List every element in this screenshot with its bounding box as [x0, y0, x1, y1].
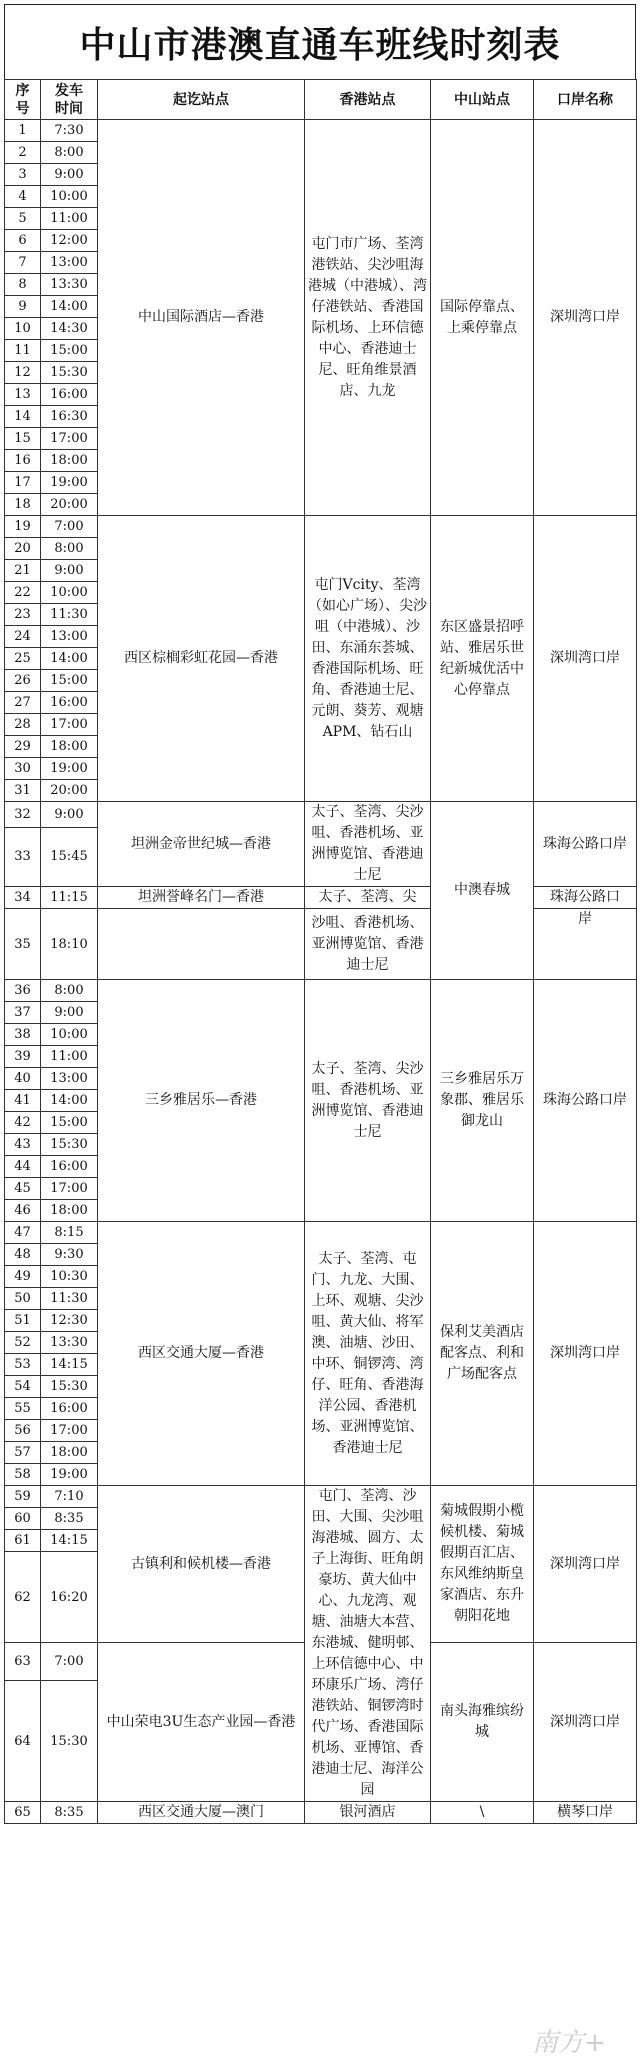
seq-cell: 2 — [5, 142, 41, 164]
port-cell: 珠海公路口岸 — [534, 802, 637, 887]
departure-time-cell: 15:30 — [41, 1134, 98, 1156]
hk-stops-cell: 太子、荃湾、屯门、九龙、大围、上环、观塘、尖沙咀、黄大仙、将军澳、油塘、沙田、中环、铜锣湾、湾仔、旺角、香港海洋公园、香港机场、亚洲博览馆、香港迪士尼 — [305, 1222, 431, 1486]
departure-time-cell: 16:00 — [41, 384, 98, 406]
seq-cell: 1 — [5, 120, 41, 142]
hk-stops-cell: 沙咀、香港机场、亚洲博览馆、香港迪士尼 — [305, 909, 431, 980]
seq-cell: 53 — [5, 1354, 41, 1376]
seq-cell: 10 — [5, 318, 41, 340]
seq-cell: 47 — [5, 1222, 41, 1244]
departure-time-cell: 13:30 — [41, 1332, 98, 1354]
seq-cell: 32 — [5, 802, 41, 828]
route-cell: 西区棕榈彩虹花园—香港 — [98, 516, 305, 802]
seq-cell: 39 — [5, 1046, 41, 1068]
seq-cell: 42 — [5, 1112, 41, 1134]
hk-stops-cell: 屯门、荃湾、沙田、大围、尖沙咀海港城、圆方、太子上海街、旺角朗豪坊、黄大仙中心、九龙湾、观塘、油塘大本营、东港城、健明邨、上环信德中心、中环康乐广场、湾仔港铁站、铜锣湾时代广场、香港国际机场、亚博馆、香港迪士尼、海洋公园 — [305, 1486, 431, 1802]
departure-time-cell: 14:30 — [41, 318, 98, 340]
departure-time-cell: 11:15 — [41, 887, 98, 909]
table-row — [5, 1486, 637, 1508]
route-cell: 古镇利和候机楼—香港 — [98, 1486, 305, 1643]
departure-time-cell: 13:00 — [41, 1068, 98, 1090]
seq-cell: 15 — [5, 428, 41, 450]
departure-time-cell: 19:00 — [41, 1464, 98, 1486]
seq-cell: 34 — [5, 887, 41, 909]
departure-time-cell: 13:30 — [41, 274, 98, 296]
departure-time-cell: 16:00 — [41, 1156, 98, 1178]
seq-cell: 63 — [5, 1643, 41, 1681]
zs-stops-cell: 保利艾美酒店配客点、利和广场配客点 — [431, 1222, 534, 1486]
departure-time-cell: 18:00 — [41, 736, 98, 758]
departure-time-cell: 10:00 — [41, 1024, 98, 1046]
route-cell: 三乡雅居乐—香港 — [98, 980, 305, 1222]
route-cell: 西区交通大厦—澳门 — [98, 1802, 305, 1824]
seq-cell: 5 — [5, 208, 41, 230]
departure-time-cell: 9:00 — [41, 1002, 98, 1024]
departure-time-cell: 11:30 — [41, 604, 98, 626]
departure-time-cell: 10:00 — [41, 582, 98, 604]
table-row — [5, 120, 637, 142]
header-seq: 序 号 — [5, 80, 41, 120]
seq-cell: 38 — [5, 1024, 41, 1046]
departure-time-cell: 14:00 — [41, 648, 98, 670]
zs-stops-cell: 国际停靠点、上乘停靠点 — [431, 120, 534, 516]
departure-time-cell: 10:00 — [41, 186, 98, 208]
seq-cell: 3 — [5, 164, 41, 186]
zs-stops-cell: \ — [431, 1802, 534, 1824]
seq-cell: 4 — [5, 186, 41, 208]
seq-cell: 64 — [5, 1681, 41, 1802]
header-port: 口岸名称 — [534, 80, 637, 120]
seq-cell: 28 — [5, 714, 41, 736]
departure-time-cell: 11:00 — [41, 208, 98, 230]
departure-time-cell: 17:00 — [41, 1178, 98, 1200]
seq-cell: 50 — [5, 1288, 41, 1310]
departure-time-cell: 19:00 — [41, 758, 98, 780]
departure-time-cell: 18:00 — [41, 450, 98, 472]
seq-cell: 61 — [5, 1530, 41, 1552]
seq-cell: 7 — [5, 252, 41, 274]
header-zs-stops: 中山站点 — [431, 80, 534, 120]
departure-time-cell: 15:45 — [41, 827, 98, 886]
departure-time-cell: 11:00 — [41, 1046, 98, 1068]
seq-cell: 37 — [5, 1002, 41, 1024]
departure-time-cell: 7:30 — [41, 120, 98, 142]
departure-time-cell: 8:00 — [41, 980, 98, 1002]
seq-cell: 14 — [5, 406, 41, 428]
seq-cell: 60 — [5, 1508, 41, 1530]
hk-stops-cell: 太子、荃湾、尖 — [305, 887, 431, 909]
zs-stops-cell: 中澳春城 — [431, 802, 534, 980]
watermark-logo: 南方+ — [532, 2028, 606, 2058]
seq-cell: 6 — [5, 230, 41, 252]
seq-cell: 36 — [5, 980, 41, 1002]
seq-cell: 20 — [5, 538, 41, 560]
departure-time-cell: 7:10 — [41, 1486, 98, 1508]
departure-time-cell: 17:00 — [41, 1420, 98, 1442]
departure-time-cell: 16:00 — [41, 692, 98, 714]
seq-cell: 41 — [5, 1090, 41, 1112]
table-row — [5, 802, 637, 828]
seq-cell: 55 — [5, 1398, 41, 1420]
departure-time-cell: 15:00 — [41, 670, 98, 692]
departure-time-cell: 8:00 — [41, 142, 98, 164]
departure-time-cell: 14:15 — [41, 1354, 98, 1376]
port-cell: 珠海公路口 — [534, 887, 637, 909]
departure-time-cell: 16:20 — [41, 1552, 98, 1643]
departure-time-cell: 17:00 — [41, 428, 98, 450]
departure-time-cell: 20:00 — [41, 494, 98, 516]
seq-cell: 8 — [5, 274, 41, 296]
table-row — [5, 980, 637, 1002]
departure-time-cell: 16:00 — [41, 1398, 98, 1420]
table-row — [5, 516, 637, 538]
departure-time-cell: 7:00 — [41, 1643, 98, 1681]
timetable — [4, 79, 637, 1824]
departure-time-cell: 11:30 — [41, 1288, 98, 1310]
departure-time-cell: 9:00 — [41, 560, 98, 582]
departure-time-cell: 15:00 — [41, 340, 98, 362]
zs-stops-cell: 三乡雅居乐万象郡、雅居乐御龙山 — [431, 980, 534, 1222]
departure-time-cell: 17:00 — [41, 714, 98, 736]
page-title: 中山市港澳直通车班线时刻表 — [4, 4, 636, 80]
departure-time-cell: 13:00 — [41, 626, 98, 648]
zs-stops-cell: 菊城假期小榄候机楼、菊城假期百汇店、东风维纳斯皇家酒店、东升朝阳花地 — [431, 1486, 534, 1643]
departure-time-cell: 10:30 — [41, 1266, 98, 1288]
seq-cell: 19 — [5, 516, 41, 538]
port-cell: 横琴口岸 — [534, 1802, 637, 1824]
departure-time-cell: 9:00 — [41, 802, 98, 828]
port-cell: 岸 — [534, 909, 637, 980]
departure-time-cell: 15:30 — [41, 362, 98, 384]
seq-cell: 27 — [5, 692, 41, 714]
departure-time-cell: 8:00 — [41, 538, 98, 560]
departure-time-cell: 19:00 — [41, 472, 98, 494]
departure-time-cell: 12:00 — [41, 230, 98, 252]
header-route: 起讫站点 — [98, 80, 305, 120]
seq-cell: 29 — [5, 736, 41, 758]
seq-cell: 49 — [5, 1266, 41, 1288]
route-cell: 坦洲誉峰名门—香港 — [98, 887, 305, 909]
port-cell: 深圳湾口岸 — [534, 1222, 637, 1486]
seq-cell: 48 — [5, 1244, 41, 1266]
departure-time-cell: 8:35 — [41, 1802, 98, 1824]
hk-stops-cell: 太子、荃湾、尖沙咀、香港机场、亚洲博览馆、香港迪士尼 — [305, 802, 431, 887]
seq-cell: 22 — [5, 582, 41, 604]
header-time: 发车 时间 — [41, 80, 98, 120]
table-row — [5, 1222, 637, 1244]
zs-stops-cell: 南头海雅缤纷城 — [431, 1643, 534, 1802]
departure-time-cell: 7:00 — [41, 516, 98, 538]
seq-cell: 62 — [5, 1552, 41, 1643]
seq-cell: 35 — [5, 909, 41, 980]
port-cell: 深圳湾口岸 — [534, 516, 637, 802]
departure-time-cell: 9:00 — [41, 164, 98, 186]
seq-cell: 43 — [5, 1134, 41, 1156]
seq-cell: 51 — [5, 1310, 41, 1332]
departure-time-cell: 15:30 — [41, 1681, 98, 1802]
seq-cell: 52 — [5, 1332, 41, 1354]
seq-cell: 45 — [5, 1178, 41, 1200]
seq-cell: 46 — [5, 1200, 41, 1222]
route-cell — [98, 909, 305, 980]
port-cell: 深圳湾口岸 — [534, 1643, 637, 1802]
zs-stops-cell: 东区盛景招呼站、雅居乐世纪新城优活中心停靠点 — [431, 516, 534, 802]
seq-cell: 23 — [5, 604, 41, 626]
port-cell: 深圳湾口岸 — [534, 120, 637, 516]
departure-time-cell: 18:10 — [41, 909, 98, 980]
departure-time-cell: 14:15 — [41, 1530, 98, 1552]
seq-cell: 57 — [5, 1442, 41, 1464]
seq-cell: 30 — [5, 758, 41, 780]
seq-cell: 12 — [5, 362, 41, 384]
seq-cell: 9 — [5, 296, 41, 318]
header-hk-stops: 香港站点 — [305, 80, 431, 120]
seq-cell: 16 — [5, 450, 41, 472]
departure-time-cell: 12:30 — [41, 1310, 98, 1332]
route-cell: 中山荣电3U生态产业园—香港 — [98, 1643, 305, 1802]
departure-time-cell: 18:00 — [41, 1442, 98, 1464]
table-row — [5, 909, 637, 980]
seq-cell: 25 — [5, 648, 41, 670]
seq-cell: 13 — [5, 384, 41, 406]
seq-cell: 31 — [5, 780, 41, 802]
header-row — [5, 80, 637, 120]
seq-cell: 44 — [5, 1156, 41, 1178]
seq-cell: 56 — [5, 1420, 41, 1442]
departure-time-cell: 8:35 — [41, 1508, 98, 1530]
route-cell: 西区交通大厦—香港 — [98, 1222, 305, 1486]
table-row — [5, 1802, 637, 1824]
seq-cell: 18 — [5, 494, 41, 516]
departure-time-cell: 15:30 — [41, 1376, 98, 1398]
hk-stops-cell: 银河酒店 — [305, 1802, 431, 1824]
seq-cell: 17 — [5, 472, 41, 494]
departure-time-cell: 8:15 — [41, 1222, 98, 1244]
departure-time-cell: 13:00 — [41, 252, 98, 274]
seq-cell: 65 — [5, 1802, 41, 1824]
seq-cell: 21 — [5, 560, 41, 582]
hk-stops-cell: 屯门市广场、荃湾港铁站、尖沙咀海港城（中港城）、湾仔港铁站、香港国际机场、上环信德中心、香港迪士尼、旺角维景酒店、九龙 — [305, 120, 431, 516]
departure-time-cell: 9:30 — [41, 1244, 98, 1266]
seq-cell: 26 — [5, 670, 41, 692]
departure-time-cell: 15:00 — [41, 1112, 98, 1134]
departure-time-cell: 20:00 — [41, 780, 98, 802]
departure-time-cell: 14:00 — [41, 296, 98, 318]
seq-cell: 40 — [5, 1068, 41, 1090]
hk-stops-cell: 太子、荃湾、尖沙咀、香港机场、亚洲博览馆、香港迪士尼 — [305, 980, 431, 1222]
seq-cell: 33 — [5, 827, 41, 886]
route-cell: 坦洲金帝世纪城—香港 — [98, 802, 305, 887]
route-cell: 中山国际酒店—香港 — [98, 120, 305, 516]
departure-time-cell: 14:00 — [41, 1090, 98, 1112]
port-cell: 深圳湾口岸 — [534, 1486, 637, 1643]
seq-cell: 11 — [5, 340, 41, 362]
seq-cell: 24 — [5, 626, 41, 648]
seq-cell: 59 — [5, 1486, 41, 1508]
table-row — [5, 887, 637, 909]
departure-time-cell: 18:00 — [41, 1200, 98, 1222]
departure-time-cell: 16:30 — [41, 406, 98, 428]
seq-cell: 58 — [5, 1464, 41, 1486]
seq-cell: 54 — [5, 1376, 41, 1398]
port-cell: 珠海公路口岸 — [534, 980, 637, 1222]
hk-stops-cell: 屯门Vcity、荃湾（如心广场）、尖沙咀（中港城）、沙田、东涌东荟城、香港国际机场、旺角、香港迪士尼、元朗、葵芳、观塘APM、钻石山 — [305, 516, 431, 802]
